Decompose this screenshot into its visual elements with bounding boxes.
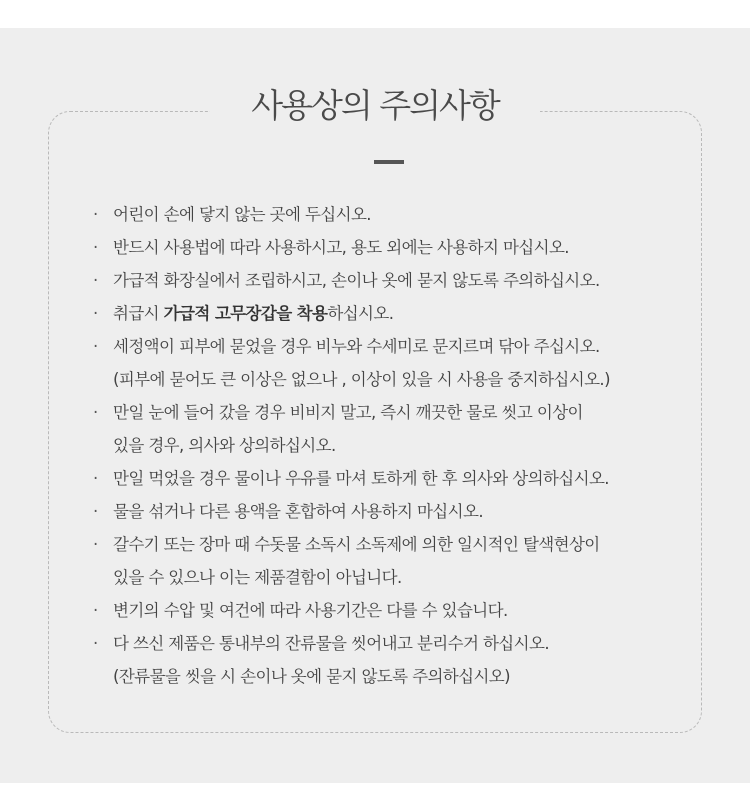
item-text: 변기의 수압 및 여건에 따라 사용기간은 다를 수 있습니다. (113, 601, 508, 620)
bullet-icon: · (93, 337, 98, 356)
item-text-continuation: 있을 경우, 의사와 상의하십시오. (113, 436, 336, 455)
item-text: 세정액이 피부에 묻었을 경우 비누와 수세미로 문지르며 닦아 주십시오. (113, 337, 600, 356)
item-text: 가급적 화장실에서 조립하시고, 손이나 옷에 묻지 않도록 주의하십시오. (113, 271, 600, 290)
item-text-continuation: (잔류물을 씻을 시 손이나 옷에 묻지 않도록 주의하십시오) (113, 667, 510, 686)
page-title: 사용상의 주의사항 (251, 86, 499, 125)
item-text: 만일 먹었을 경우 물이나 우유를 마셔 토하게 한 후 의사와 상의하십시오. (113, 469, 609, 488)
item-text-bold: 가급적 고무장갑을 착용 (163, 304, 328, 323)
item-text-continuation: (피부에 묻어도 큰 이상은 없으나 , 이상이 있을 시 사용을 중지하십시오.) (113, 370, 610, 389)
item-text: 물을 섞거나 다른 용액을 혼합하여 사용하지 마십시오. (113, 502, 483, 521)
bullet-icon: · (93, 238, 98, 257)
bullet-icon: · (93, 271, 98, 290)
bullet-icon: · (93, 601, 98, 620)
item-text-post: 하십시오. (327, 304, 394, 323)
item-text: 만일 눈에 들어 갔을 경우 비비지 말고, 즉시 깨끗한 물로 씻고 이상이 (113, 403, 583, 422)
item-text: 갈수기 또는 장마 때 수돗물 소독시 소독제에 의한 일시적인 탈색현상이 (113, 535, 600, 554)
bullet-icon: · (93, 304, 98, 323)
bullet-icon: · (93, 469, 98, 488)
item-text-pre: 취급시 (113, 304, 164, 323)
bullet-icon: · (93, 502, 98, 521)
item-text: 다 쓰신 제품은 통내부의 잔류물을 씻어내고 분리수거 하십시오. (113, 634, 549, 653)
item-text: 어린이 손에 닿지 않는 곳에 두십시오. (113, 205, 371, 224)
item-text-continuation: 있을 수 있으나 이는 제품결함이 아닙니다. (113, 568, 402, 587)
bullet-icon: · (93, 205, 98, 224)
item-text (113, 297, 393, 330)
bullet-icon: · (93, 535, 98, 554)
bullet-icon: · (93, 403, 98, 422)
item-text: 반드시 사용법에 따라 사용하시고, 용도 외에는 사용하지 마십시오. (113, 238, 569, 257)
bullet-icon: · (93, 634, 98, 653)
